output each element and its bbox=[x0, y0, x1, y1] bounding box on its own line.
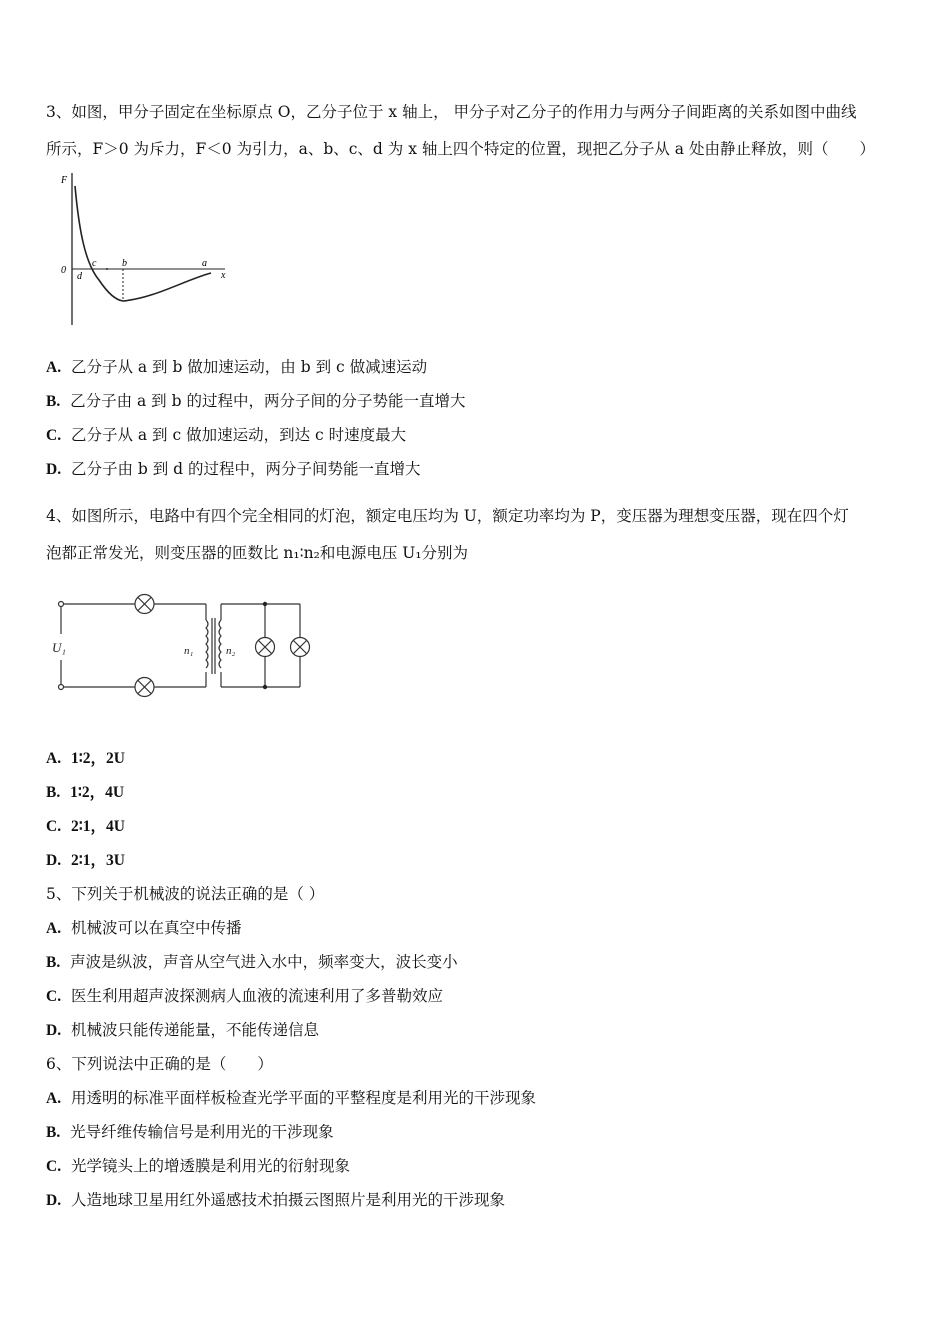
q3-option-d: D. 乙分子由 b 到 d 的过程中，两分子间势能一直增大 bbox=[46, 460, 421, 478]
q5-option-d: D. 机械波只能传递能量，不能传递信息 bbox=[46, 1021, 319, 1039]
q4-option-a: A. 1∶2，2U bbox=[46, 750, 125, 767]
q5-option-b: B. 声波是纵波，声音从空气进入水中，频率变大，波长变小 bbox=[46, 953, 458, 971]
q6-option-c: C. 光学镜头上的增透膜是利用光的衍射现象 bbox=[46, 1157, 350, 1175]
q4-circuit-diagram bbox=[50, 592, 315, 702]
q6-stem: 6、下列说法中正确的是（ ） bbox=[46, 1055, 273, 1073]
point-a-label: a bbox=[202, 258, 207, 269]
terminal-bottom bbox=[59, 685, 64, 690]
q4-stem-line2: 泡都正常发光，则变压器的匝数比 n₁∶n₂和电源电压 U₁分别为 bbox=[46, 544, 469, 562]
q4-option-b: B. 1∶2，4U bbox=[46, 784, 125, 801]
u1-label: U₁ bbox=[52, 640, 66, 655]
q3-option-a: A. 乙分子从 a 到 b 做加速运动，由 b 到 c 做减速运动 bbox=[46, 358, 428, 376]
point-c-dot bbox=[106, 268, 108, 270]
n1-label: n₁ bbox=[184, 645, 194, 657]
q3-option-b: B. 乙分子由 a 到 b 的过程中，两分子间的分子势能一直增大 bbox=[46, 392, 466, 410]
q3-stem-line1: 3、如图，甲分子固定在坐标原点 O，乙分子位于 x 轴上， 甲分子对乙分子的作用力与两分子间距离的关系如图中曲线 bbox=[46, 103, 857, 121]
n2-label: n₂ bbox=[226, 645, 236, 657]
q4-stem-line1: 4、如图所示，电路中有四个完全相同的灯泡，额定电压均为 U，额定功率均为 P，变压器为理想变压器，现在四个灯 bbox=[46, 507, 849, 525]
q3-force-graph bbox=[55, 168, 240, 330]
q4-option-d: D. 2∶1，3U bbox=[46, 852, 125, 869]
terminal-top bbox=[59, 602, 64, 607]
force-curve bbox=[75, 186, 211, 301]
q3-stem-line2: 所示，F＞0 为斥力，F＜0 为引力，a、b、c、d 为 x 轴上四个特定的位置，现把乙分子从 a 处由静止释放，则（ ） bbox=[46, 140, 875, 158]
q6-option-a: A. 用透明的标准平面样板检查光学平面的平整程度是利用光的干涉现象 bbox=[46, 1089, 536, 1107]
q3-option-c: C. 乙分子从 a 到 c 做加速运动，到达 c 时速度最大 bbox=[46, 426, 407, 444]
q5-option-c: C. 医生利用超声波探测病人血液的流速利用了多普勒效应 bbox=[46, 987, 443, 1005]
point-c-label: c bbox=[92, 258, 97, 269]
junction-bottom bbox=[263, 685, 267, 689]
q5-stem: 5、下列关于机械波的说法正确的是（ ） bbox=[46, 885, 325, 903]
x-axis-label: x bbox=[221, 270, 226, 281]
primary-coil bbox=[206, 620, 208, 668]
junction-top bbox=[263, 602, 267, 606]
q4-option-c: C. 2∶1，4U bbox=[46, 818, 125, 835]
f-axis-label: F bbox=[61, 175, 68, 186]
point-d-label: d bbox=[77, 271, 82, 282]
q6-option-b: B. 光导纤维传输信号是利用光的干涉现象 bbox=[46, 1123, 334, 1141]
origin-label: 0 bbox=[61, 265, 66, 276]
point-b-label: b bbox=[122, 258, 127, 269]
q5-option-a: A. 机械波可以在真空中传播 bbox=[46, 919, 242, 937]
secondary-coil bbox=[219, 620, 221, 668]
q6-option-d: D. 人造地球卫星用红外遥感技术拍摄云图照片是利用光的干涉现象 bbox=[46, 1191, 505, 1209]
